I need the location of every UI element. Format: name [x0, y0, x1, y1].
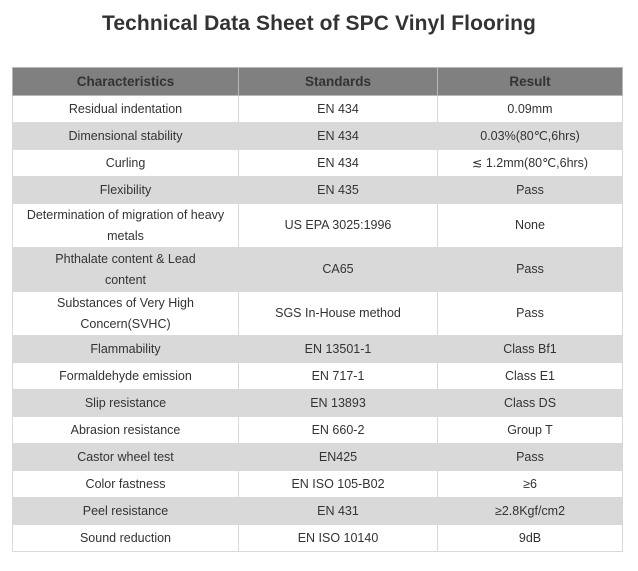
- table-row: [13, 471, 623, 498]
- characteristic-cell: Abrasion resistance: [13, 417, 239, 444]
- result-cell: None: [438, 204, 623, 248]
- characteristic-cell: Flexibility: [13, 177, 239, 204]
- characteristic-cell: Determination of migration of heavy metals: [13, 204, 239, 248]
- table-row: [13, 204, 623, 248]
- column-header-result: Result: [438, 68, 623, 96]
- standard-cell: EN ISO 10140: [239, 525, 438, 552]
- table-row: [13, 417, 623, 444]
- standard-cell: EN 13893: [239, 390, 438, 417]
- standard-cell: EN 434: [239, 123, 438, 150]
- result-cell: ≥6: [438, 471, 623, 498]
- technical-data-table: [12, 67, 623, 552]
- standard-cell: EN 717-1: [239, 363, 438, 390]
- table-row: [13, 498, 623, 525]
- characteristic-cell: Formaldehyde emission: [13, 363, 239, 390]
- table-row: [13, 177, 623, 204]
- standard-cell: CA65: [239, 248, 438, 292]
- result-cell: Class DS: [438, 390, 623, 417]
- characteristic-cell: Peel resistance: [13, 498, 239, 525]
- standard-cell: EN ISO 105-B02: [239, 471, 438, 498]
- characteristic-cell: Curling: [13, 150, 239, 177]
- result-cell: 0.03%(80℃,6hrs): [438, 123, 623, 150]
- result-cell: Class Bf1: [438, 336, 623, 363]
- result-cell: Class E1: [438, 363, 623, 390]
- page-title: Technical Data Sheet of SPC Vinyl Flooring: [101, 12, 536, 35]
- standard-cell: EN 434: [239, 150, 438, 177]
- table-row: [13, 150, 623, 177]
- standard-cell: EN 13501-1: [239, 336, 438, 363]
- standard-cell: EN 435: [239, 177, 438, 204]
- standard-cell: EN 434: [239, 96, 438, 123]
- table-header-row: [13, 68, 623, 96]
- result-cell: Pass: [438, 248, 623, 292]
- standard-cell: EN425: [239, 444, 438, 471]
- result-cell: ≥2.8Kgf/cm2: [438, 498, 623, 525]
- table-row: [13, 444, 623, 471]
- table-row: [13, 292, 623, 336]
- result-cell: ≲ 1.2mm(80℃,6hrs): [438, 150, 623, 177]
- column-header-standards: Standards: [239, 68, 438, 96]
- table-row: [13, 96, 623, 123]
- standard-cell: EN 660-2: [239, 417, 438, 444]
- result-cell: Group T: [438, 417, 623, 444]
- characteristic-cell: Residual indentation: [13, 96, 239, 123]
- table-row: [13, 390, 623, 417]
- standard-cell: US EPA 3025:1996: [239, 204, 438, 248]
- result-cell: Pass: [438, 444, 623, 471]
- result-cell: Pass: [438, 177, 623, 204]
- result-cell: 0.09mm: [438, 96, 623, 123]
- characteristic-cell: Flammability: [13, 336, 239, 363]
- table-row: [13, 525, 623, 552]
- table-row: [13, 363, 623, 390]
- characteristic-cell: Slip resistance: [13, 390, 239, 417]
- table-row: [13, 248, 623, 292]
- characteristic-cell: Castor wheel test: [13, 444, 239, 471]
- table-row: [13, 336, 623, 363]
- characteristic-cell: Dimensional stability: [13, 123, 239, 150]
- characteristic-cell: Color fastness: [13, 471, 239, 498]
- characteristic-cell: Sound reduction: [13, 525, 239, 552]
- result-cell: 9dB: [438, 525, 623, 552]
- characteristic-cell: Phthalate content & Lead content: [13, 248, 239, 292]
- table-row: [13, 123, 623, 150]
- column-header-characteristics: Characteristics: [13, 68, 239, 96]
- standard-cell: SGS In-House method: [239, 292, 438, 336]
- standard-cell: EN 431: [239, 498, 438, 525]
- characteristic-cell: Substances of Very High Concern(SVHC): [13, 292, 239, 336]
- result-cell: Pass: [438, 292, 623, 336]
